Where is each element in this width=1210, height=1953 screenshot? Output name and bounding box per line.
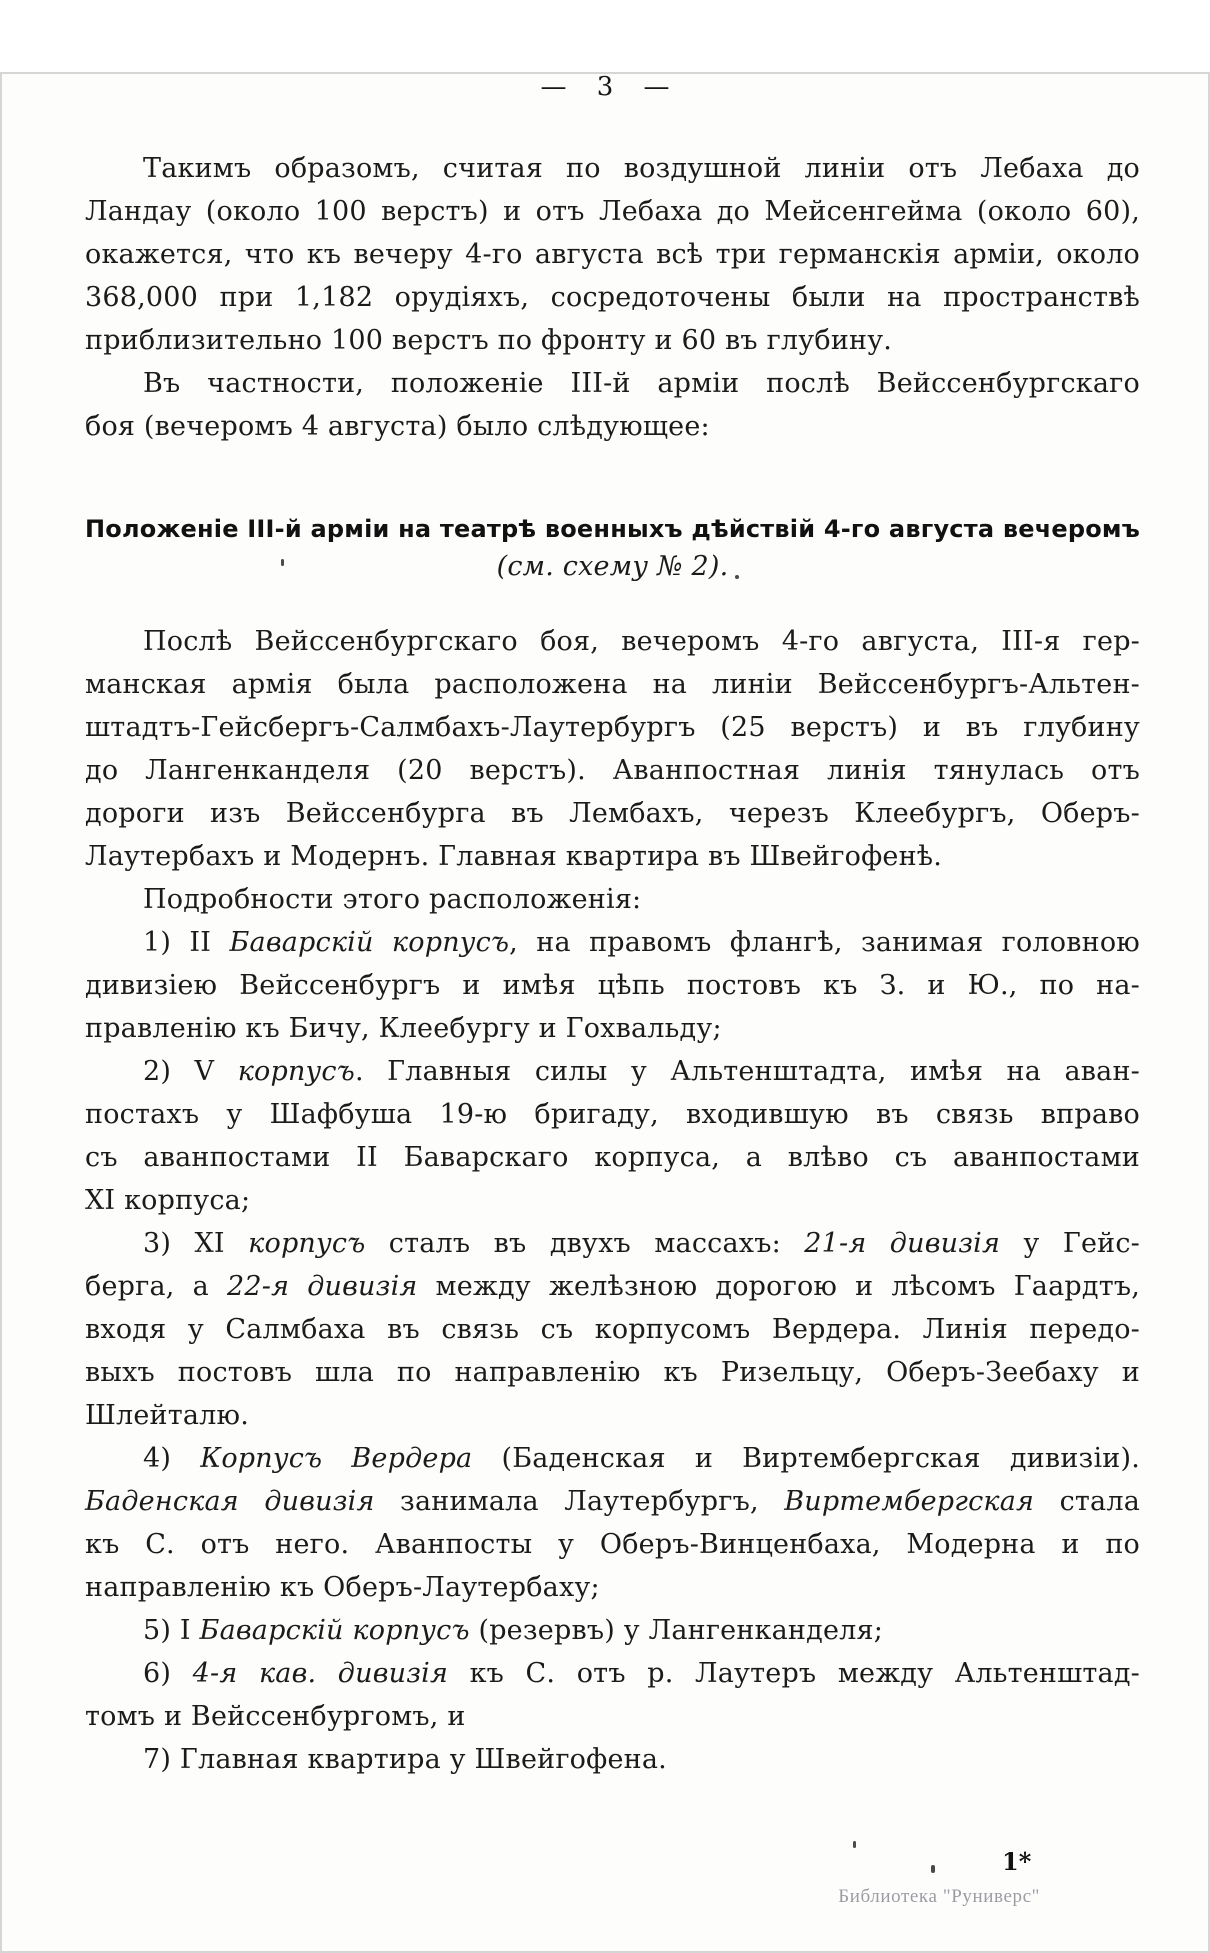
paragraph-after-weissenburg: [85, 620, 1140, 878]
italic-text: (см. схему № 2).: [496, 551, 729, 582]
italic-text: 22-я дивизія: [227, 1271, 418, 1302]
text-line: [85, 147, 1140, 190]
text-segment: Подробности этого расположенія:: [143, 884, 642, 915]
list-item-1: [85, 921, 1140, 1050]
text-segment: берга, а: [85, 1271, 227, 1302]
text-line: [85, 1652, 1140, 1695]
text-line: [85, 1523, 1140, 1566]
text-segment: 2) V: [143, 1056, 238, 1087]
text-line: [85, 1308, 1140, 1351]
text-line: [85, 1394, 1140, 1437]
text-line: [85, 362, 1140, 405]
text-segment: 5) I: [143, 1615, 200, 1646]
text-segment: правленію къ Бичу, Клеебургу и Гохвальду;: [85, 1013, 722, 1044]
text-segment: Шлейталю.: [85, 1400, 250, 1431]
text-line: [85, 405, 1140, 448]
text-segment: приблизительно 100 верстъ по фронту и 60 въ глубину.: [85, 325, 893, 356]
text-line: [85, 190, 1140, 233]
text-line: [85, 1007, 1140, 1050]
text-line: [85, 1179, 1140, 1222]
text-segment: томъ и Вейссенбургомъ, и: [85, 1701, 466, 1732]
text-segment: 4): [143, 1443, 201, 1474]
text-line: [85, 1351, 1140, 1394]
text-line: [85, 663, 1140, 706]
text-blocks: [0, 147, 1210, 1781]
text-segment: къ С. отъ р. Лаутеръ между Альтенштад-: [448, 1658, 1140, 1689]
text-segment: съ аванпостами II Баварскаго корпуса, а влѣво съ аванпостами: [85, 1142, 1140, 1173]
text-segment: стала: [1034, 1486, 1140, 1517]
text-line: [85, 921, 1140, 964]
text-line: [85, 1093, 1140, 1136]
text-segment: выхъ постовъ шла по направленію къ Ризельцу, Оберъ-Зеебаху и: [85, 1357, 1140, 1388]
scan-speck: [735, 575, 739, 579]
text-segment: Въ частности, положеніе III-й арміи послѣ Вейссенбургскаго: [143, 368, 1140, 399]
scan-speck: [853, 1841, 856, 1848]
text-line: [85, 792, 1140, 835]
text-line: [85, 1437, 1140, 1480]
text-line: [85, 1222, 1140, 1265]
text-segment: (Баденская и Виртембергская дивизіи).: [472, 1443, 1140, 1474]
text-line: [85, 276, 1140, 319]
list-item-3: [85, 1222, 1140, 1437]
section-subheading: [85, 547, 1140, 587]
list-item-2: [85, 1050, 1140, 1222]
italic-text: Баденская дивизія: [85, 1486, 375, 1517]
text-segment: до Лангенканделя (20 верстъ). Аванпостная линія тянулась отъ: [85, 755, 1140, 786]
paragraph-intro: [85, 147, 1140, 362]
text-segment: окажется, что къ вечеру 4-го августа всѣ три германскія арміи, около: [85, 239, 1140, 270]
text-line: [85, 1136, 1140, 1179]
text-line: [85, 233, 1140, 276]
page-number: — 3 —: [540, 72, 670, 102]
text-segment: 368,000 при 1,182 орудіяхъ, сосредоточены были на пространствѣ: [85, 282, 1140, 313]
text-segment: манская армія была расположена на линіи Вейссенбургъ-Альтен-: [85, 669, 1140, 700]
italic-text: 21-я дивизія: [804, 1228, 1001, 1259]
text-segment: Такимъ образомъ, считая по воздушной линіи отъ Лебаха до: [143, 153, 1140, 184]
list-item-7: [85, 1738, 1140, 1781]
library-watermark: Библиотека "Руниверс": [838, 1886, 1040, 1907]
text-line: [85, 1566, 1140, 1609]
italic-text: корпусъ: [237, 1056, 355, 1087]
text-segment: сталъ въ двухъ массахъ:: [365, 1228, 805, 1259]
text-segment: занимала Лаутербургъ,: [374, 1486, 785, 1517]
list-item-4: [85, 1437, 1140, 1609]
text-segment: Положеніе III-й арміи на театрѣ военныхъ дѣйствій 4-го августа вечеромъ: [85, 515, 1140, 543]
text-line: [85, 547, 1140, 587]
section-heading: [85, 511, 1140, 547]
text-line: [85, 1738, 1140, 1781]
italic-text: корпусъ: [248, 1228, 366, 1259]
text-line: [85, 620, 1140, 663]
text-line: [85, 964, 1140, 1007]
text-segment: (резервъ) у Лангенканделя;: [469, 1615, 883, 1646]
text-segment: къ С. отъ него. Аванпосты у Оберъ-Винценбаха, Модерна и по: [85, 1529, 1140, 1560]
text-line: [85, 1609, 1140, 1652]
text-segment: , на правомъ флангѣ, занимая головною: [509, 927, 1140, 958]
text-line: [85, 835, 1140, 878]
text-line: [85, 1265, 1140, 1308]
italic-text: Корпусъ Вердера: [200, 1443, 473, 1474]
text-segment: направленію къ Оберъ-Лаутербаху;: [85, 1572, 600, 1603]
text-segment: у Гейс-: [1000, 1228, 1140, 1259]
text-line: [85, 706, 1140, 749]
italic-text: Баварскій корпусъ: [229, 927, 510, 958]
text-segment: 6): [143, 1658, 193, 1689]
paragraph-details-intro: [85, 878, 1140, 921]
italic-text: Виртембергская: [784, 1486, 1035, 1517]
text-segment: Послѣ Вейссенбургскаго боя, вечеромъ 4-го августа, III-я гер-: [143, 626, 1140, 657]
text-line: [85, 1050, 1140, 1093]
italic-text: Баварскій корпусъ: [199, 1615, 470, 1646]
document-page: [0, 72, 1210, 1953]
text-segment: Ландау (около 100 верстъ) и отъ Лебаха до Мейсенгейма (около 60),: [85, 196, 1140, 227]
text-segment: постахъ у Шафбуша 19-ю бригаду, входившую въ связь вправо: [85, 1099, 1140, 1130]
text-line: [85, 749, 1140, 792]
printer-signature-mark: 1*: [1002, 1847, 1032, 1876]
list-item-5: [85, 1609, 1140, 1652]
italic-text: 4-я кав. дивизія: [192, 1658, 449, 1689]
text-line: [85, 511, 1140, 547]
text-segment: боя (вечеромъ 4 августа) было слѣдующее:: [85, 411, 710, 442]
text-segment: . Главныя силы у Альтенштадта, имѣя на аван-: [354, 1056, 1140, 1087]
text-line: [85, 878, 1140, 921]
text-segment: дороги изъ Вейссенбурга въ Лембахъ, черезъ Клеебургъ, Оберъ-: [85, 798, 1140, 829]
scan-speck: [281, 559, 284, 566]
list-item-6: [85, 1652, 1140, 1738]
text-segment: дивизіею Вейссенбургъ и имѣя цѣпь постовъ къ З. и Ю., по на-: [85, 970, 1140, 1001]
scan-speck: [931, 1865, 935, 1873]
text-segment: 1) II: [143, 927, 230, 958]
text-segment: 7) Главная квартира у Швейгофена.: [143, 1744, 667, 1775]
text-segment: между желѣзною дорогою и лѣсомъ Гаардтъ,: [417, 1271, 1141, 1302]
text-segment: Лаутербахъ и Модернъ. Главная квартира въ Швейгофенѣ.: [85, 841, 943, 872]
text-segment: 3) XI: [143, 1228, 249, 1259]
text-segment: XI корпуса;: [85, 1185, 251, 1216]
text-line: [85, 1480, 1140, 1523]
text-line: [85, 1695, 1140, 1738]
text-segment: штадтъ-Гейсбергъ-Салмбахъ-Лаутербургъ (25 верстъ) и въ глубину: [85, 712, 1140, 743]
paragraph-position: [85, 362, 1140, 448]
text-segment: входя у Салмбаха въ связь съ корпусомъ Вердера. Линія передо-: [85, 1314, 1140, 1345]
text-line: [85, 319, 1140, 362]
